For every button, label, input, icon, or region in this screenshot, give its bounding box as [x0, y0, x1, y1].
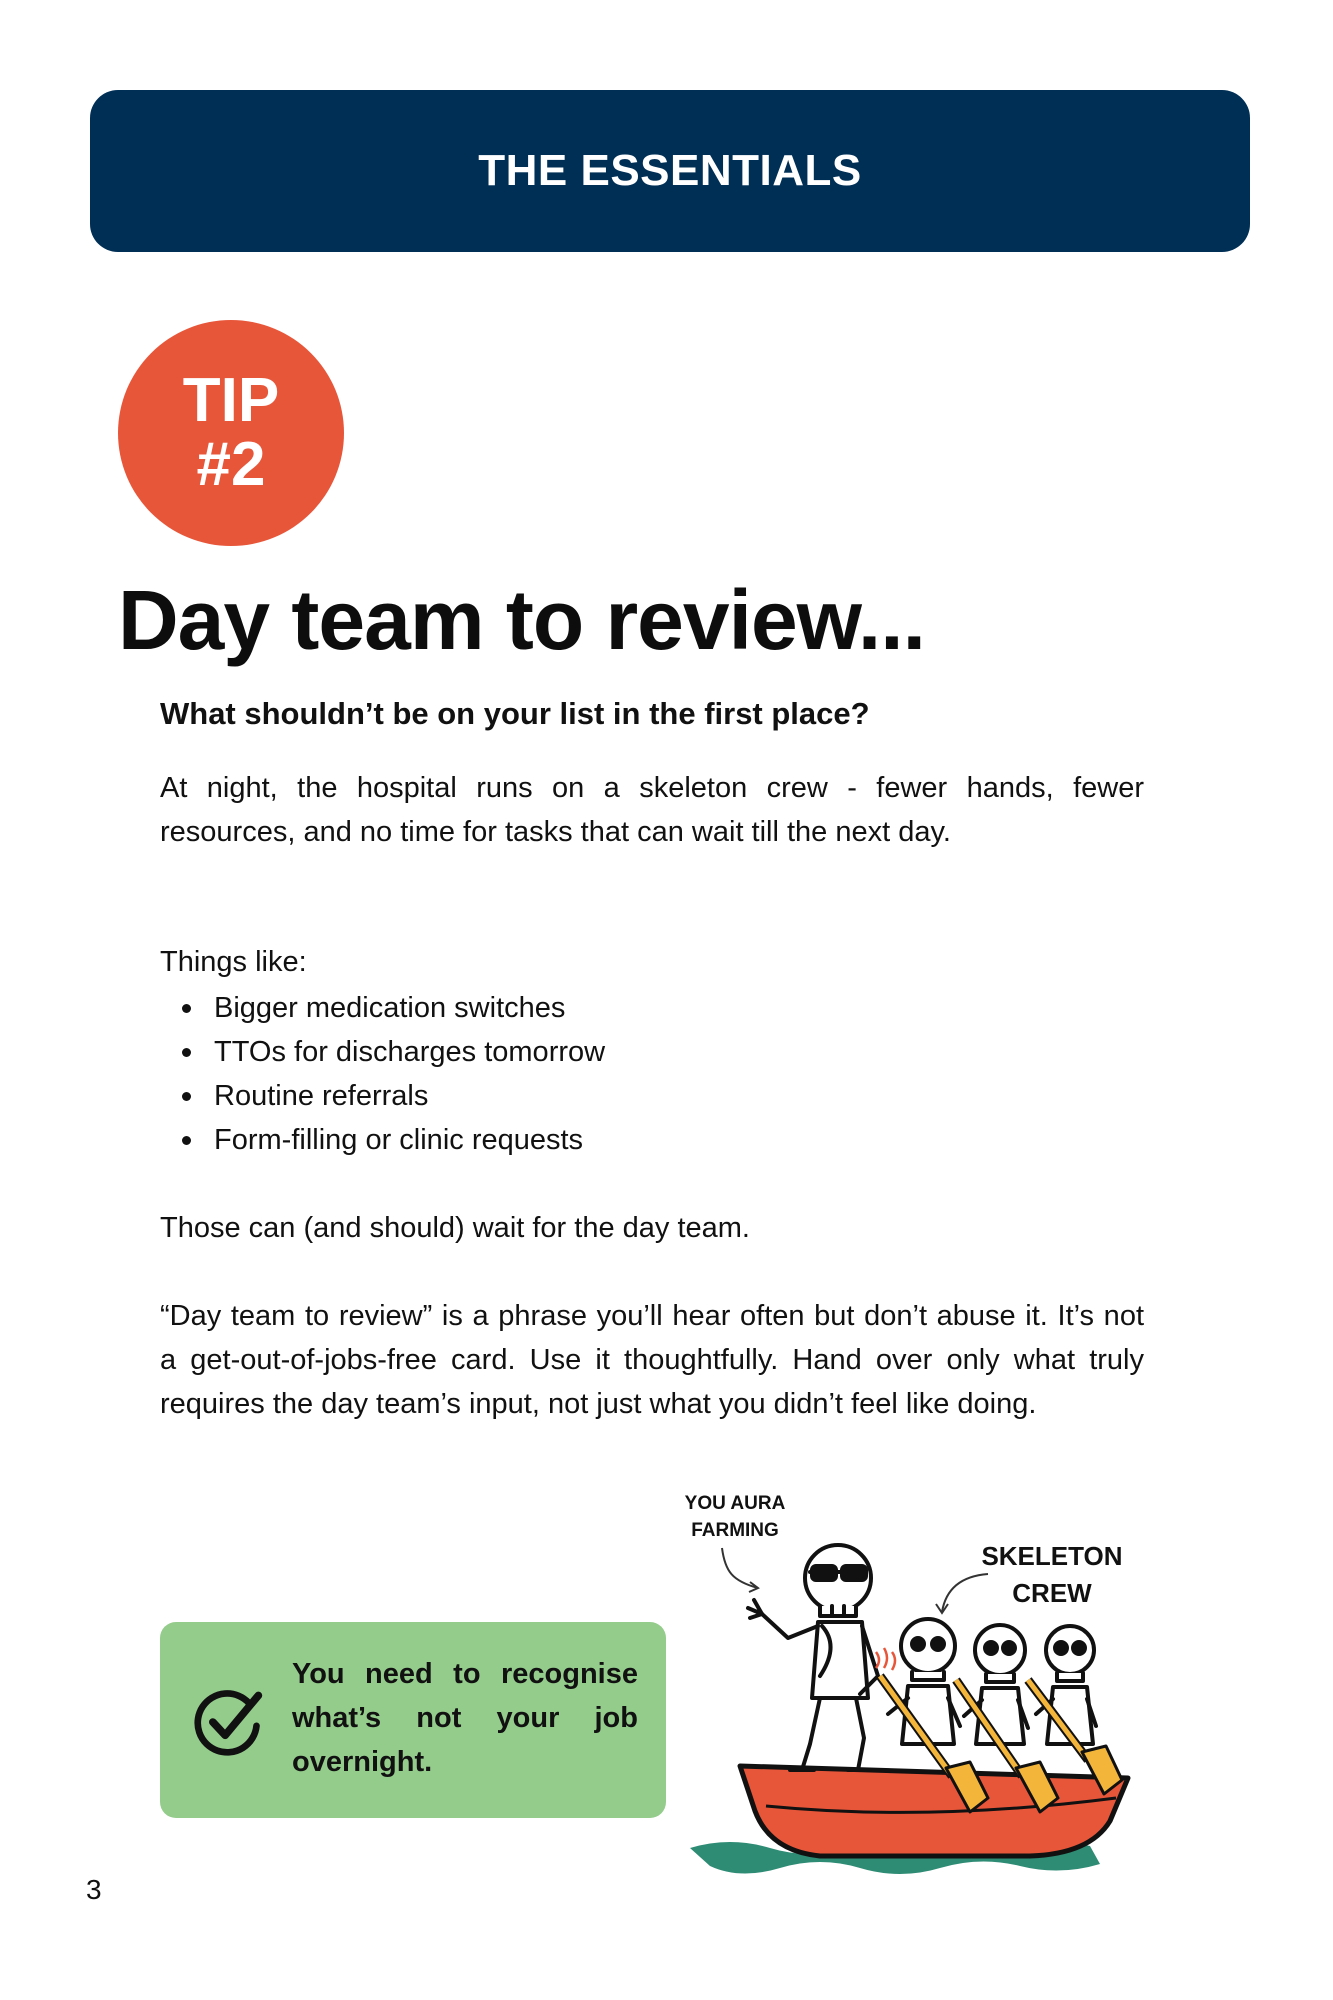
- callout-text: You need to recognise what’s not your job overnight.: [292, 1658, 638, 1778]
- examples-list: [160, 986, 1144, 1162]
- wait-paragraph: Those can (and should) wait for the day team.: [160, 1212, 750, 1244]
- section-banner: [90, 90, 1250, 252]
- list-item: Bigger medication switches: [160, 986, 1144, 1030]
- label-skeleton-crew: SKELETON CREW: [981, 1541, 1123, 1608]
- key-takeaway-callout: [160, 1622, 666, 1818]
- label-you-aura-farming: YOU AURA FARMING: [684, 1493, 786, 1541]
- things-like-label: Things like:: [160, 946, 307, 978]
- subheading: What shouldn’t be on your list in the first place?: [160, 696, 870, 731]
- rowing-skeleton-2: [964, 1625, 1028, 1744]
- rowing-skeleton-1: [888, 1619, 960, 1744]
- tip-label: TIP: [182, 366, 280, 435]
- list-item: Form-filling or clinic requests: [160, 1118, 1144, 1162]
- section-title: THE ESSENTIALS: [478, 146, 862, 195]
- page-headline: Day team to review...: [118, 573, 925, 667]
- list-item: Routine referrals: [160, 1074, 1144, 1118]
- check-circle-icon: [190, 1684, 266, 1760]
- phrase-paragraph: “Day team to review” is a phrase you’ll hear often but don’t abuse it. It’s not a get-out-of-jobs-free card. Use it thoughtfully. Hand over only what truly requires the day team’s input, not just what you didn’t feel like doing.: [160, 1300, 1144, 1420]
- tip-number: #2: [196, 430, 266, 499]
- tip-badge: [118, 320, 344, 546]
- intro-paragraph: At night, the hospital runs on a skeleton crew - fewer hands, fewer resources, and no time for tasks that can wait till the next day.: [160, 772, 1144, 848]
- list-item: TTOs for discharges tomorrow: [160, 1030, 1144, 1074]
- page-number: 3: [86, 1874, 102, 1905]
- aura-farming-skeleton: [748, 1545, 878, 1770]
